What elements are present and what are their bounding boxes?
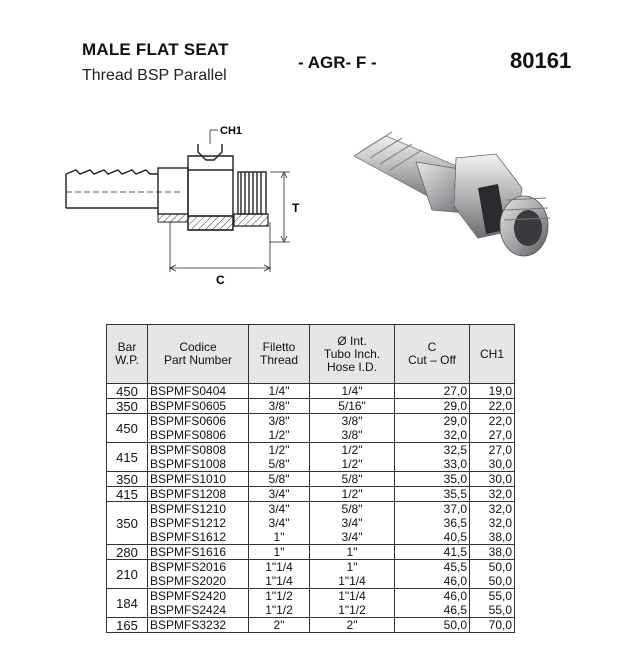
cell-hose-id: 1/2" bbox=[310, 457, 395, 472]
cell-ch1: 19,0 bbox=[470, 384, 515, 399]
cell-cut-off: 29,0 bbox=[395, 414, 470, 429]
cell-ch1: 27,0 bbox=[470, 443, 515, 458]
cell-cut-off: 27,0 bbox=[395, 384, 470, 399]
table-row bbox=[107, 618, 515, 633]
cell-hose-id: 3/8" bbox=[310, 414, 395, 429]
cell-ch1: 27,0 bbox=[470, 428, 515, 443]
cell-bar-wp: 415 bbox=[107, 443, 148, 472]
series-label: - AGR- F - bbox=[298, 53, 377, 72]
cell-hose-id: 5/8" bbox=[310, 472, 395, 487]
table-row bbox=[107, 472, 515, 487]
cell-bar-wp: 210 bbox=[107, 560, 148, 589]
cell-part-number: BSPMFS0605 bbox=[148, 399, 249, 414]
cell-hose-id: 1" bbox=[310, 545, 395, 560]
cell-hose-id: 1/2" bbox=[310, 443, 395, 458]
fitting-render bbox=[354, 132, 550, 256]
cell-thread: 1/2" bbox=[249, 443, 310, 458]
cell-hose-id: 5/8" bbox=[310, 502, 395, 517]
cell-thread: 1"1/2 bbox=[249, 603, 310, 618]
cell-ch1: 30,0 bbox=[470, 472, 515, 487]
cell-part-number: BSPMFS1210 bbox=[148, 502, 249, 517]
cell-cut-off: 40,5 bbox=[395, 530, 470, 545]
table-header-row bbox=[107, 325, 515, 384]
cell-ch1: 32,0 bbox=[470, 502, 515, 517]
table-row bbox=[107, 603, 515, 618]
cell-thread: 1"1/4 bbox=[249, 560, 310, 575]
fitting-outline bbox=[66, 130, 290, 272]
cell-ch1: 38,0 bbox=[470, 545, 515, 560]
col-ch1: CH1 bbox=[470, 325, 515, 384]
col-bar-wp: Bar W.P. bbox=[107, 325, 148, 384]
table-row bbox=[107, 428, 515, 443]
table-row bbox=[107, 516, 515, 530]
cell-cut-off: 46,0 bbox=[395, 574, 470, 589]
cell-ch1: 55,0 bbox=[470, 603, 515, 618]
cell-bar-wp: 415 bbox=[107, 487, 148, 502]
cell-ch1: 55,0 bbox=[470, 589, 515, 604]
cell-thread: 1"1/4 bbox=[249, 574, 310, 589]
technical-drawing bbox=[58, 122, 318, 292]
cell-hose-id: 3/4" bbox=[310, 516, 395, 530]
cell-hose-id: 1/4" bbox=[310, 384, 395, 399]
col-thread: Filetto Thread bbox=[249, 325, 310, 384]
c-label: C bbox=[216, 273, 225, 287]
table-row bbox=[107, 502, 515, 517]
cell-thread: 5/8" bbox=[249, 472, 310, 487]
cell-cut-off: 36,5 bbox=[395, 516, 470, 530]
cell-thread: 1/2" bbox=[249, 428, 310, 443]
cell-hose-id: 3/8" bbox=[310, 428, 395, 443]
t-label: T bbox=[292, 201, 300, 215]
cell-hose-id: 1"1/4 bbox=[310, 574, 395, 589]
cell-ch1: 70,0 bbox=[470, 618, 515, 633]
col-hose-id: Ø Int. Tubo Inch. Hose I.D. bbox=[310, 325, 395, 384]
table-row bbox=[107, 589, 515, 604]
table-row bbox=[107, 560, 515, 575]
cell-cut-off: 35,5 bbox=[395, 487, 470, 502]
cell-bar-wp: 350 bbox=[107, 502, 148, 545]
cell-bar-wp: 184 bbox=[107, 589, 148, 618]
cell-thread: 3/8" bbox=[249, 399, 310, 414]
cell-cut-off: 29,0 bbox=[395, 399, 470, 414]
cell-cut-off: 46,0 bbox=[395, 589, 470, 604]
cell-part-number: BSPMFS1616 bbox=[148, 545, 249, 560]
cell-part-number: BSPMFS0404 bbox=[148, 384, 249, 399]
cell-ch1: 22,0 bbox=[470, 399, 515, 414]
cell-ch1: 30,0 bbox=[470, 457, 515, 472]
cell-cut-off: 35,0 bbox=[395, 472, 470, 487]
ch1-label: CH1 bbox=[220, 125, 243, 137]
cell-hose-id: 1" bbox=[310, 560, 395, 575]
cell-part-number: BSPMFS3232 bbox=[148, 618, 249, 633]
cell-hose-id: 2" bbox=[310, 618, 395, 633]
cell-cut-off: 33,0 bbox=[395, 457, 470, 472]
table-row bbox=[107, 414, 515, 429]
table-row bbox=[107, 443, 515, 458]
cell-thread: 5/8" bbox=[249, 457, 310, 472]
cell-bar-wp: 350 bbox=[107, 399, 148, 414]
spec-table-body bbox=[107, 384, 515, 633]
cell-hose-id: 3/4" bbox=[310, 530, 395, 545]
spec-table bbox=[106, 324, 515, 633]
cell-bar-wp: 450 bbox=[107, 414, 148, 443]
table-row bbox=[107, 399, 515, 414]
cell-part-number: BSPMFS2020 bbox=[148, 574, 249, 589]
table-row bbox=[107, 487, 515, 502]
cell-thread: 3/4" bbox=[249, 487, 310, 502]
table-row bbox=[107, 384, 515, 399]
cell-bar-wp: 450 bbox=[107, 384, 148, 399]
cell-cut-off: 37,0 bbox=[395, 502, 470, 517]
cell-ch1: 50,0 bbox=[470, 560, 515, 575]
cell-hose-id: 1"1/2 bbox=[310, 603, 395, 618]
cell-cut-off: 32,5 bbox=[395, 443, 470, 458]
cell-thread: 1" bbox=[249, 530, 310, 545]
cell-part-number: BSPMFS2016 bbox=[148, 560, 249, 575]
cell-thread: 1"1/2 bbox=[249, 589, 310, 604]
page-title: MALE FLAT SEAT bbox=[82, 40, 229, 59]
cell-cut-off: 50,0 bbox=[395, 618, 470, 633]
cell-thread: 1/4" bbox=[249, 384, 310, 399]
cell-part-number: BSPMFS2424 bbox=[148, 603, 249, 618]
cell-part-number: BSPMFS1008 bbox=[148, 457, 249, 472]
cell-part-number: BSPMFS0806 bbox=[148, 428, 249, 443]
cell-part-number: BSPMFS0606 bbox=[148, 414, 249, 429]
fitting-photo bbox=[346, 118, 566, 278]
cell-part-number: BSPMFS0808 bbox=[148, 443, 249, 458]
cell-ch1: 50,0 bbox=[470, 574, 515, 589]
cell-ch1: 22,0 bbox=[470, 414, 515, 429]
cell-ch1: 32,0 bbox=[470, 516, 515, 530]
cell-thread: 3/4" bbox=[249, 502, 310, 517]
cell-cut-off: 46,5 bbox=[395, 603, 470, 618]
col-cut-off: C Cut – Off bbox=[395, 325, 470, 384]
table-row bbox=[107, 457, 515, 472]
section-hatch bbox=[158, 214, 268, 230]
cell-bar-wp: 280 bbox=[107, 545, 148, 560]
product-code: 80161 bbox=[510, 48, 572, 73]
table-row bbox=[107, 530, 515, 545]
cell-cut-off: 41,5 bbox=[395, 545, 470, 560]
cell-part-number: BSPMFS1010 bbox=[148, 472, 249, 487]
cell-hose-id: 5/16" bbox=[310, 399, 395, 414]
page-subtitle: Thread BSP Parallel bbox=[82, 67, 227, 84]
table-row bbox=[107, 574, 515, 589]
cell-part-number: BSPMFS1612 bbox=[148, 530, 249, 545]
cell-bar-wp: 350 bbox=[107, 472, 148, 487]
table-row bbox=[107, 545, 515, 560]
cell-thread: 3/4" bbox=[249, 516, 310, 530]
cell-thread: 1" bbox=[249, 545, 310, 560]
col-part-number: Codice Part Number bbox=[148, 325, 249, 384]
cell-part-number: BSPMFS1208 bbox=[148, 487, 249, 502]
cell-bar-wp: 165 bbox=[107, 618, 148, 633]
cell-part-number: BSPMFS2420 bbox=[148, 589, 249, 604]
cell-thread: 2" bbox=[249, 618, 310, 633]
cell-cut-off: 45,5 bbox=[395, 560, 470, 575]
cell-thread: 3/8" bbox=[249, 414, 310, 429]
cell-ch1: 32,0 bbox=[470, 487, 515, 502]
cell-hose-id: 1/2" bbox=[310, 487, 395, 502]
cell-ch1: 38,0 bbox=[470, 530, 515, 545]
cell-part-number: BSPMFS1212 bbox=[148, 516, 249, 530]
cell-hose-id: 1"1/4 bbox=[310, 589, 395, 604]
cell-cut-off: 32,0 bbox=[395, 428, 470, 443]
